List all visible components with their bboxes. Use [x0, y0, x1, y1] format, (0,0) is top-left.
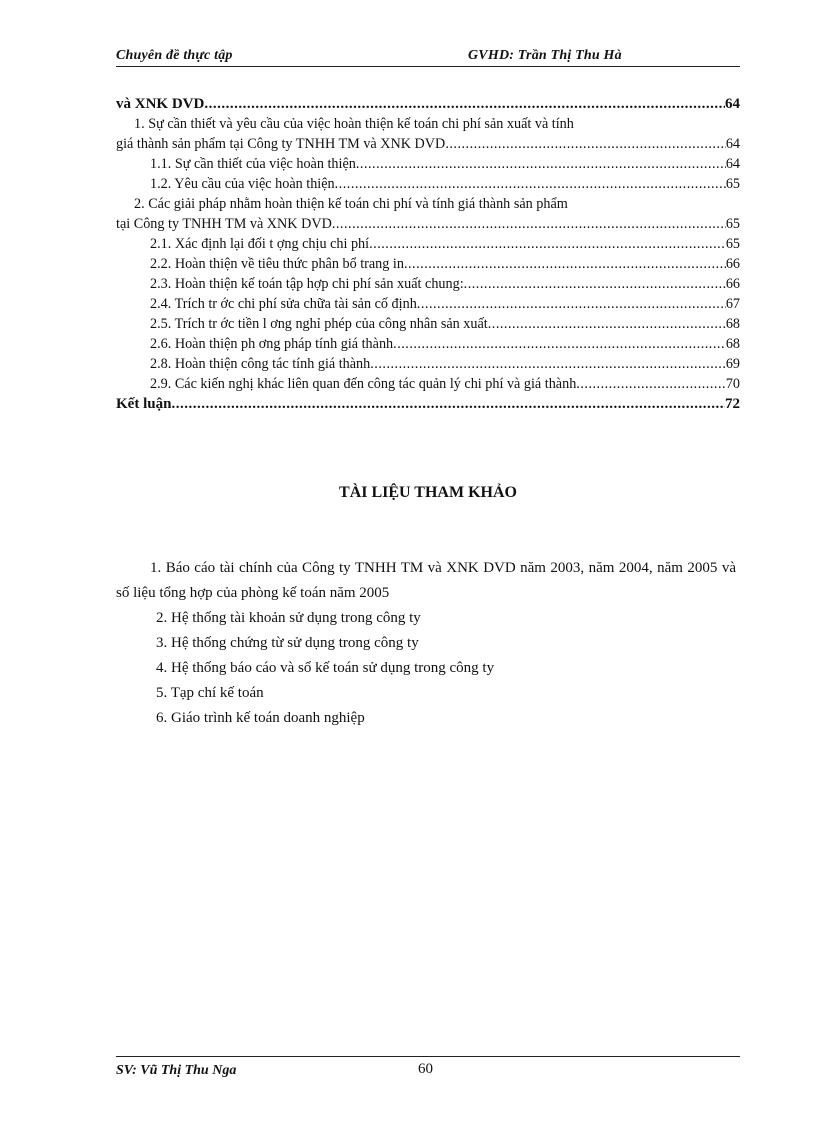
footer-student: SV: Vũ Thị Thu Nga	[116, 1063, 237, 1078]
toc-entry-text: 2.5. Trích tr ớc tiền l ơng nghỉ phép của công nhân sản xuất	[150, 316, 488, 332]
toc-page-number: 65	[725, 176, 740, 192]
toc-entry-text: 2.4. Trích tr ớc chi phí sửa chữa tài sản cố định	[150, 296, 417, 312]
toc-entry-text: 1.2. Yêu cầu của việc hoàn thiện	[150, 176, 335, 192]
toc-entry[interactable]	[116, 294, 740, 314]
reference-item: 2. Hệ thống tài khoản sử dụng trong công ty	[156, 610, 421, 626]
toc-leader	[488, 314, 726, 334]
reference-item: 6. Giáo trình kế toán doanh nghiệp	[156, 710, 365, 726]
toc-leader	[171, 394, 725, 414]
toc-page-number: 68	[725, 336, 740, 352]
page-number: 60	[418, 1061, 433, 1077]
header-subject: Chuyên đề thực tập	[116, 48, 233, 63]
toc-entry[interactable]	[116, 194, 740, 234]
toc-page-number: 65	[725, 236, 740, 252]
toc-entry-text: 2.6. Hoàn thiện ph ơng pháp tính giá thành	[150, 336, 394, 352]
toc-entry-text: 1. Sự cần thiết và yêu cầu của việc hoàn thiện kế toán chi phí sản xuất và tính	[134, 116, 574, 132]
toc-leader	[369, 234, 726, 254]
toc-entry[interactable]	[116, 334, 740, 354]
toc-entry[interactable]	[116, 374, 740, 394]
toc-page-number: 64	[725, 96, 740, 112]
reference-item: 1. Báo cáo tài chính của Công ty TNHH TM và XNK DVD năm 2003, năm 2004, năm 2005 và số liệu tổng hợp của phòng kế toán năm 2005	[116, 560, 736, 601]
page-header	[116, 46, 740, 67]
toc-page-number: 66	[725, 256, 740, 272]
toc-leader	[393, 334, 726, 354]
toc-leader	[576, 374, 726, 394]
toc-page-number: 64	[725, 136, 740, 152]
toc-entry[interactable]	[116, 254, 740, 274]
toc-page-number: 67	[725, 296, 740, 312]
toc-entry-text: Kết luận	[116, 396, 172, 412]
toc-entry[interactable]	[116, 234, 740, 254]
toc-entry[interactable]	[116, 354, 740, 374]
page-footer	[116, 1056, 740, 1087]
toc-entry-text: 2.9. Các kiến nghị khác liên quan đến công tác quản lý chi phí và giá thành	[150, 376, 577, 392]
toc-entry[interactable]	[116, 274, 740, 294]
toc-leader	[404, 254, 726, 274]
toc-entry[interactable]	[116, 94, 740, 114]
references-list	[116, 556, 736, 731]
toc-leader	[332, 214, 726, 234]
toc-page-number: 68	[725, 316, 740, 332]
toc-page-number: 66	[725, 276, 740, 292]
toc-entry[interactable]	[116, 394, 740, 414]
toc-leader	[417, 294, 726, 314]
toc-entry-text: 1.1. Sự cần thiết của việc hoàn thiện	[150, 156, 356, 172]
toc-entry-text: và XNK DVD	[116, 96, 205, 112]
toc-leader	[445, 134, 726, 154]
toc-leader	[335, 174, 726, 194]
table-of-contents	[116, 94, 740, 414]
toc-page-number: 64	[725, 156, 740, 172]
toc-entry[interactable]	[116, 174, 740, 194]
toc-entry[interactable]	[116, 114, 740, 154]
toc-page-number: 70	[725, 376, 740, 392]
toc-entry-text-cont: tại Công ty TNHH TM và XNK DVD	[116, 216, 332, 232]
toc-entry-text: 2. Các giải pháp nhằm hoàn thiện kế toán chi phí và tính giá thành sản phẩm	[134, 196, 568, 212]
toc-leader	[370, 354, 726, 374]
toc-leader	[356, 154, 726, 174]
toc-entry-text: 2.2. Hoàn thiện về tiêu thức phân bổ trang in	[150, 256, 404, 272]
references-title: TÀI LIỆU THAM KHẢO	[339, 484, 517, 501]
toc-page-number: 65	[725, 216, 740, 232]
toc-entry-text-cont: giá thành sản phẩm tại Công ty TNHH TM và XNK DVD	[116, 136, 446, 152]
toc-page-number: 72	[725, 396, 740, 412]
toc-page-number: 69	[725, 356, 740, 372]
toc-entry-text: 2.8. Hoàn thiện công tác tính giá thành	[150, 356, 371, 372]
toc-entry-text: 2.1. Xác định lại đối t ợng chịu chi phí	[150, 236, 370, 252]
toc-leader	[204, 94, 725, 114]
toc-leader	[464, 274, 726, 294]
header-supervisor: GVHD: Trần Thị Thu Hà	[468, 48, 622, 63]
toc-entry[interactable]	[116, 154, 740, 174]
toc-entry[interactable]	[116, 314, 740, 334]
toc-entry-text: 2.3. Hoàn thiện kế toán tập hợp chi phí sản xuất chung:	[150, 276, 464, 292]
reference-item: 5. Tạp chí kế toán	[156, 685, 264, 701]
reference-item: 3. Hệ thống chứng từ sử dụng trong công ty	[156, 635, 419, 651]
reference-item: 4. Hệ thống báo cáo và sổ kế toán sử dụng trong công ty	[156, 660, 495, 676]
